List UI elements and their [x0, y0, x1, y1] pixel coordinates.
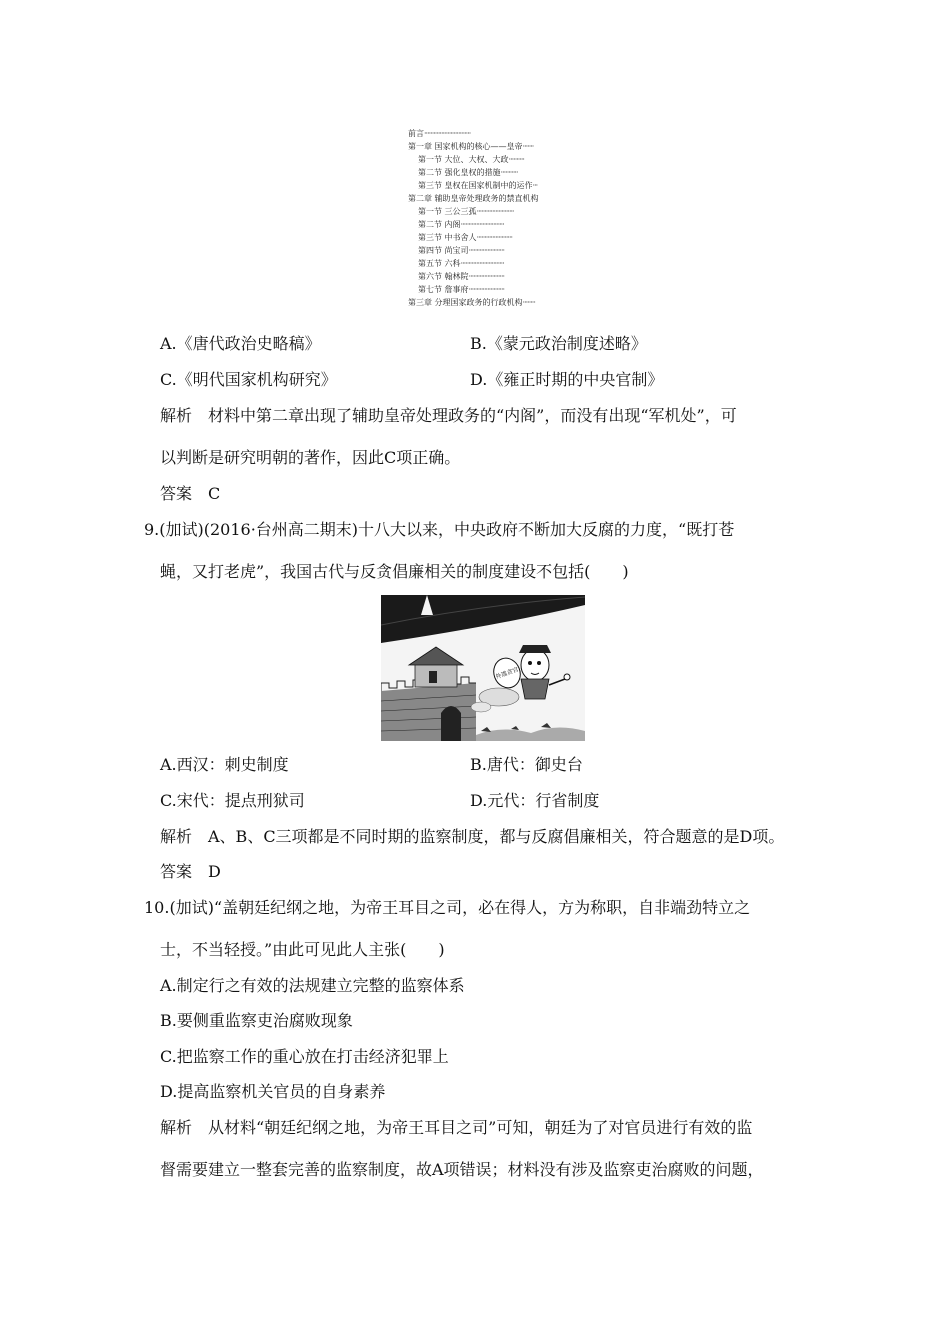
q10-stem: 10.(加试)“盖朝廷纪纲之地，为帝王耳目之司，必在得人，方为称职，自非端劲特立之	[144, 898, 751, 917]
q9-analysis: 解析 A、B、C三项都是不同时期的监察制度，都与反腐倡廉相关，符合题意的是D项。	[160, 827, 785, 846]
q8-option-b: B.《蒙元政治制度述略》	[470, 334, 647, 353]
toc-row: 第二章 辅助皇帝处理政务的禁直机构	[408, 194, 539, 203]
book-toc-image	[408, 127, 568, 309]
q10-option-b: B.要侧重监察吏治腐败现象	[160, 1011, 353, 1030]
q9-option-c: C.宋代：提点刑狱司	[160, 791, 305, 810]
q9-option-a: A.西汉：刺史制度	[160, 755, 289, 774]
toc-row: 第六节 翰林院·······················	[418, 272, 505, 281]
q10-stem-cont: 士，不当轻授。”由此可见此人主张( )	[160, 940, 445, 959]
toc-row: 第二节 强化皇权的措施···········	[418, 168, 518, 177]
q8-option-d: D.《雍正时期的中央官制》	[470, 370, 664, 389]
toc-row: 第三节 皇权在国家机制中的运作···	[418, 181, 538, 190]
q9-option-b: B.唐代：御史台	[470, 755, 583, 774]
toc-row: 第七节 詹事府·······················	[418, 285, 505, 294]
toc-row: 前言······························	[408, 129, 471, 138]
q8-answer: 答案 C	[160, 484, 221, 503]
q9-stem-cont: 蝇，又打老虎”，我国古代与反贪倡廉相关的制度建设不包括( )	[160, 562, 629, 581]
toc-row: 第一节 三公三孤························	[418, 207, 514, 216]
q10-analysis: 解析 从材料“朝廷纪纲之地，为帝王耳目之司”可知，朝廷为了对官员进行有效的监	[160, 1118, 753, 1137]
toc-row: 第三节 中书舍人·······················	[418, 233, 513, 242]
toc-row: 第一节 大位、大权、大政··········	[418, 155, 524, 164]
q8-analysis-cont: 以判断是研究明朝的著作，因此C项正确。	[160, 448, 461, 467]
q9-option-d: D.元代：行省制度	[470, 791, 600, 810]
q10-option-a: A.制定行之有效的法规建立完整的监察体系	[160, 976, 465, 995]
q8-option-c: C.《明代国家机构研究》	[160, 370, 337, 389]
toc-row: 第一章 国家机构的核心——皇帝·······	[408, 142, 534, 151]
q10-analysis-cont: 督需要建立一整套完善的监察制度，故A项错误；材料没有涉及监察吏治腐败的问题，	[160, 1160, 764, 1179]
q9-stem: 9.(加试)(2016·台州高二期末)十八大以来，中央政府不断加大反腐的力度，“既打苍	[144, 520, 735, 539]
q8-analysis: 解析 材料中第二章出现了辅助皇帝处理政务的“内阁”，而没有出现“军机处”，可	[160, 406, 737, 425]
q10-option-d: D.提高监察机关官员的自身素养	[160, 1082, 386, 1101]
q8-option-a: A.《唐代政治史略稿》	[160, 334, 321, 353]
q9-answer: 答案 D	[160, 862, 221, 881]
toc-row: 第三章 分理国家政务的行政机构········	[408, 298, 535, 307]
toc-row: 第二节 内阁····························	[418, 220, 504, 229]
bag-label: 外逃贪官	[494, 666, 520, 681]
anti-corruption-cartoon	[381, 595, 585, 741]
toc-row: 第五节 六科····························	[418, 259, 504, 268]
toc-row: 第四节 尚宝司·······················	[418, 246, 505, 255]
q10-option-c: C.把监察工作的重心放在打击经济犯罪上	[160, 1047, 449, 1066]
